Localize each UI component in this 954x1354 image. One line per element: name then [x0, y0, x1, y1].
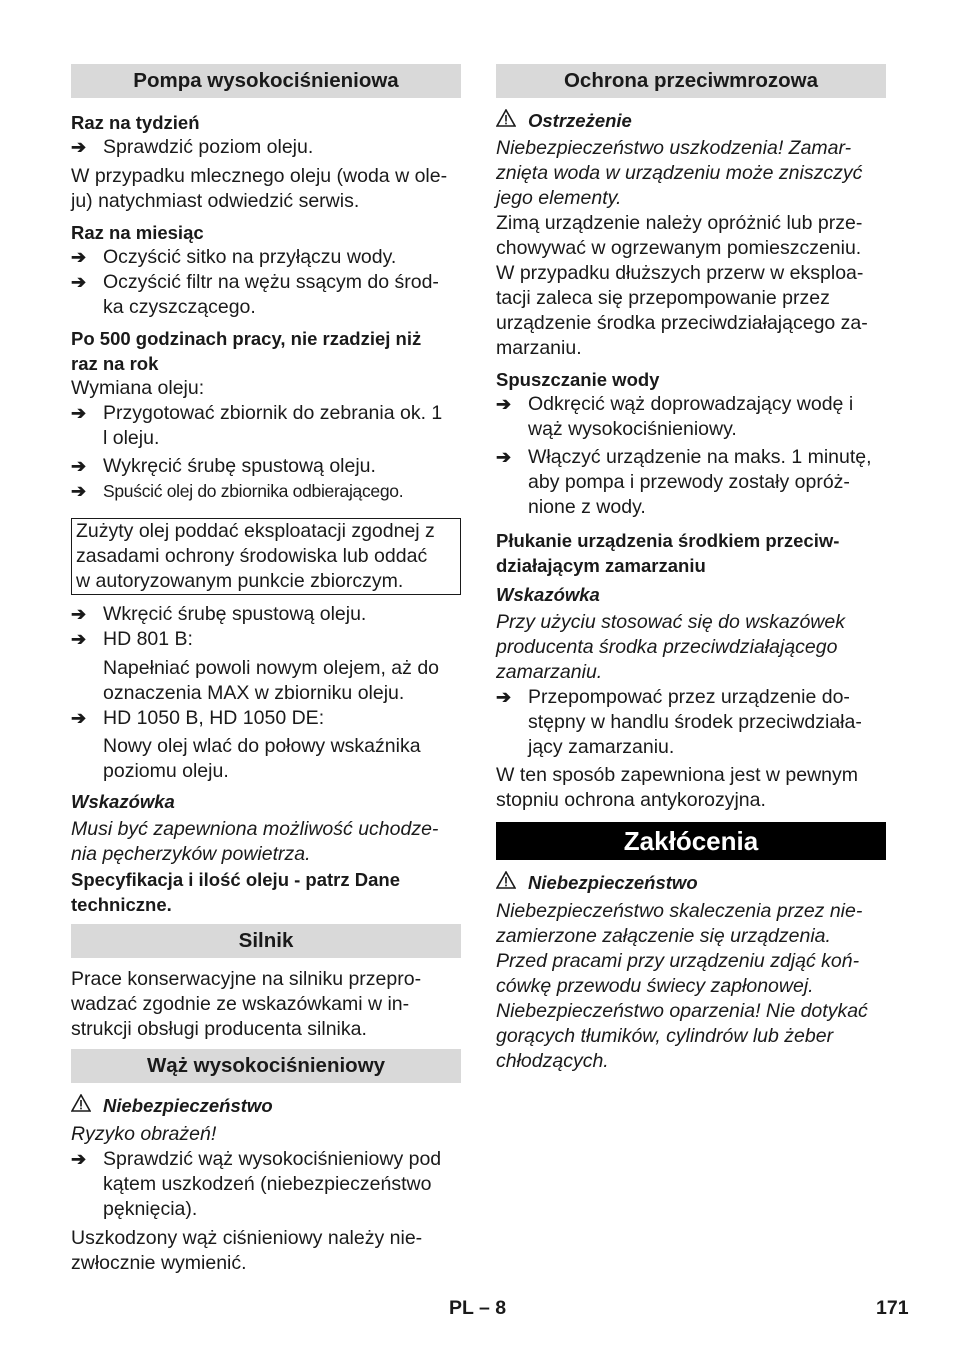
arrow-right-icon: ➔: [71, 629, 87, 649]
arrow-right-icon: ➔: [71, 272, 87, 292]
winter-paragraph: Zimą urządzenie należy opróżnić lub prze- chowywać w ogrzewanym pomieszczeniu. W przypadku dłuższych przerw w eksploa- tacji zaleca się przepompowanie przez urządzenie środka przeciwdziałającego za- marzaniu.: [496, 212, 868, 359]
weekly-heading: Raz na tydzień: [71, 112, 200, 133]
list-item: ➔ Spuścić olej do zbiornika odbierającego.: [71, 479, 461, 504]
drain-heading: Spuszczanie wody: [496, 369, 660, 390]
danger-heading: Niebezpieczeństwo: [496, 870, 886, 895]
arrow-right-icon: ➔: [71, 708, 87, 728]
arrow-right-icon: ➔: [496, 687, 512, 707]
danger-heading: Niebezpieczeństwo: [71, 1093, 461, 1118]
page-number: 171: [876, 1297, 909, 1319]
list-item: ➔ Włączyć urządzenie na maks. 1 minutę, aby pompa i przewody zostały opróż- nione z wody.: [496, 446, 872, 518]
hours-heading: Po 500 godzinach pracy, nie rzadziej niż raz na rok: [71, 328, 422, 374]
warning-triangle-icon: [496, 870, 516, 895]
list-item: ➔ Oczyścić filtr na wężu ssącym do środ- ka czyszczącego.: [71, 271, 439, 318]
spec-text: Specyfikacja i ilość oleju - patrz Dane techniczne.: [71, 869, 401, 915]
chapter-heading-faults: Zakłócenia: [496, 822, 886, 860]
arrow-right-icon: ➔: [71, 403, 87, 423]
oil-change-label: Wymiana oleju:: [71, 377, 205, 399]
arrow-right-icon: ➔: [71, 481, 86, 501]
note-heading: Wskazówka: [71, 791, 175, 812]
arrow-right-icon: ➔: [71, 247, 87, 267]
danger-text: Niebezpieczeństwo skaleczenia przez nie- zamierzone załączenie się urządzenia. Przed pracami przy urządzeniu zdjąć koń- cówkę przewodu świecy zapłonowej. Niebezpieczeństwo oparzenia! Nie dotykać gorących tłumików, cylindrów lub żeber chłodzących.: [496, 900, 868, 1072]
warning-triangle-icon: [71, 1093, 91, 1118]
monthly-heading: Raz na miesiąc: [71, 222, 204, 243]
list-item: ➔ Przygotować zbiornik do zebrania ok. 1 l oleju.: [71, 402, 443, 449]
arrow-right-icon: ➔: [71, 456, 87, 476]
engine-paragraph: Prace konserwacyjne na silniku przepro- wadzać zgodnie ze wskazówkami w in- strukcji obsługi producenta silnika.: [71, 968, 422, 1040]
list-item: ➔ Sprawdzić poziom oleju.: [71, 136, 314, 158]
arrow-right-icon: ➔: [71, 604, 87, 624]
left-column: [71, 64, 461, 1276]
arrow-right-icon: ➔: [496, 447, 512, 467]
warning-text: Niebezpieczeństwo uszkodzenia! Zamar- znięta woda w urządzeniu może zniszczyć jego elementy.: [496, 137, 863, 209]
section-heading-engine: Silnik: [71, 924, 461, 958]
corrosion-paragraph: W ten sposób zapewniona jest w pewnym stopniu ochrona antykorozyjna.: [496, 764, 859, 811]
arrow-right-icon: ➔: [496, 394, 512, 414]
damaged-hose-paragraph: Uszkodzony wąż ciśnieniowy należy nie- zwłocznie wymienić.: [71, 1227, 423, 1274]
hint-heading: Wskazówka: [496, 584, 600, 605]
warning-triangle-icon: [496, 108, 516, 133]
milky-oil-paragraph: W przypadku mlecznego oleju (woda w ole- ju) natychmiast odwiedzić serwis.: [71, 165, 448, 212]
arrow-right-icon: ➔: [71, 1149, 87, 1169]
hd801-instruction: Napełniać powoli nowym olejem, aż do oznaczenia MAX w zbiorniku oleju.: [103, 657, 440, 704]
right-column: [496, 64, 886, 1074]
list-item: ➔ HD 1050 B, HD 1050 DE:: [71, 707, 325, 729]
hint-text: Przy użyciu stosować się do wskazówek producenta środka przeciwdziałającego zamarzaniu.: [496, 611, 845, 683]
hd1050-instruction: Nowy olej wlać do połowy wskaźnika poziomu oleju.: [103, 735, 421, 782]
flush-heading: Płukanie urządzenia środkiem przeciw- działającym zamarzaniu: [496, 530, 840, 576]
arrow-right-icon: ➔: [71, 137, 87, 157]
list-item: ➔ Oczyścić sitko na przyłączu wody.: [71, 246, 397, 268]
warning-heading: Ostrzeżenie: [496, 108, 886, 133]
section-heading-hose: Wąż wysokociśnieniowy: [71, 1049, 461, 1083]
list-item: ➔ Wykręcić śrubę spustową oleju.: [71, 455, 376, 477]
list-item: ➔ Przepompować przez urządzenie do- stępny w handlu środek przeciwdziała- jący zamarzaniu.: [496, 686, 862, 758]
footer-language-page: PL – 8: [449, 1297, 507, 1319]
list-item: ➔ Odkręcić wąż doprowadzający wodę i wąż wysokociśnieniowy.: [496, 393, 854, 440]
list-item: ➔ Sprawdzić wąż wysokociśnieniowy pod kątem uszkodzeń (niebezpieczeństwo pęknięcia).: [71, 1148, 442, 1220]
environment-note-box: Zużyty olej poddać eksploatacji zgodnej z zasadami ochrony środowiska lub oddać w autoryzowanym punkcie zbiorczym.: [71, 518, 461, 595]
note-text: Musi być zapewniona możliwość uchodze- nia pęcherzyków powietrza.: [71, 818, 439, 865]
list-item: ➔ Wkręcić śrubę spustową oleju.: [71, 603, 367, 625]
section-heading-pump: Pompa wysokociśnieniowa: [71, 64, 461, 98]
injury-risk-text: Ryzyko obrażeń!: [71, 1123, 217, 1145]
list-item: ➔ HD 801 B:: [71, 628, 193, 650]
section-heading-frost: Ochrona przeciwmrozowa: [496, 64, 886, 98]
